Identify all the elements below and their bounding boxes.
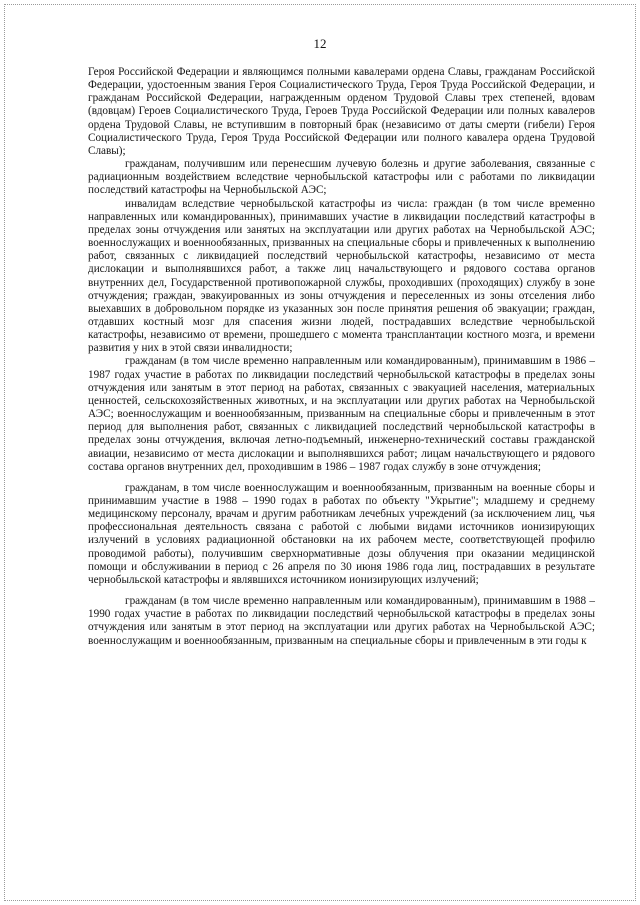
document-body xyxy=(88,66,595,648)
paragraph-1: Героя Российской Федерации и являющимся полными кавалерами ордена Славы, гражданам Российской Федерации, удостоенным звания Героя Социалистического Труда, Героя Труда Российской Федерации, и гражданам Российской Федерации, награжденным орденом Трудовой Славы трех степеней, вдовам (вдовцам) Героев Социалистического Труда, Героев Труда Российской Федерации или полных кавалеров ордена Трудовой Славы, не вступившим в повторный брак (независимо от даты смерти (гибели) Героя Социалистического Труда, Героя Труда Российской Федерации или полного кавалера ордена Трудовой Славы); xyxy=(88,66,595,157)
page-number: 12 xyxy=(313,36,327,51)
paragraph-3: инвалидам вследствие чернобыльской катастрофы из числа: граждан (в том числе временно направленных или командированных), принимавших участие в ликвидации последствий катастрофы в пределах зоны отчуждения или занятых на эксплуатации или других работах на Чернобыльской АЭС; военнослужащих и военнообязанных, призванных на специальные сборы и привлеченных к выполнению работ, связанных с ликвидацией последствий чернобыльской катастрофы, независимо от места дислокации и выполнявшихся работ, а также лиц начальствующего и рядового состава органов внутренних дел, Государственной противопожарной службы, проходивших (проходящих) службу в зоне отчуждения; граждан, эвакуированных из зоны отчуждения и переселенных из зоны отселения либо выехавших в добровольном порядке из указанных зон после принятия решения об эвакуации; граждан, отдавших костный мозг для спасения жизни людей, пострадавших вследствие чернобыльской катастрофы, независимо от времени, прошедшего с момента трансплантации костного мозга, и времени развития у них в этой связи инвалидности; xyxy=(88,197,595,355)
paragraph-5: гражданам, в том числе военнослужащим и военнообязанным, призванным на военные сборы и принимавшим участие в 1988 – 1990 годах в работах по объекту "Укрытие"; младшему и среднему медицинскому персоналу, врачам и другим работникам лечебных учреждений (за исключением лиц, чья профессиональная деятельность связана с работой с любыми видами источников ионизирующих излучений в условиях радиационной обстановки на их рабочем месте, соответствующей профилю проводимой работы), получившим сверхнормативные дозы облучения при оказании медицинской помощи и обслуживании в период с 26 апреля по 30 июня 1986 года лиц, пострадавших в результате чернобыльской катастрофы и являвшихся источником ионизирующих излучений; xyxy=(88,481,595,586)
paragraph-2: гражданам, получившим или перенесшим лучевую болезнь и другие заболевания, связанные с радиационным воздействием вследствие чернобыльской катастрофы или с работами по ликвидации последствий катастрофы на Чернобыльской АЭС; xyxy=(88,158,595,197)
paragraph-4: гражданам (в том числе временно направленным или командированным), принимавшим в 1986 – 1987 годах участие в работах по ликвидации последствий чернобыльской катастрофы в пределах зоны отчуждения или занятым в этот период на работах, связанных с эвакуацией населения, материальных ценностей, сельскохозяйственных животных, и на эксплуатации или других работах на Чернобыльской АЭС; военнослужащим и военнообязанным, призванным на специальные сборы и привлеченным в этот период для выполнения работ, связанных с ликвидацией последствий чернобыльской катастрофы в пределах зоны отчуждения, включая летно-подъемный, инженерно-технический составы гражданской авиации, независимо от места дислокации и выполнявшихся работ; лицам начальствующего и рядового состава органов внутренних дел, проходившим в 1986 – 1987 годах службу в зоне отчуждения; xyxy=(88,355,595,473)
paragraph-6: гражданам (в том числе временно направленным или командированным), принимавшим в 1988 – 1990 годах участие в работах по ликвидации последствий чернобыльской катастрофы в пределах зоны отчуждения или занятым в этот период на эксплуатации или других работах на Чернобыльской АЭС; военнослужащим и военнообязанным, призванным на специальные сборы и привлеченным в эти годы к xyxy=(88,595,595,647)
